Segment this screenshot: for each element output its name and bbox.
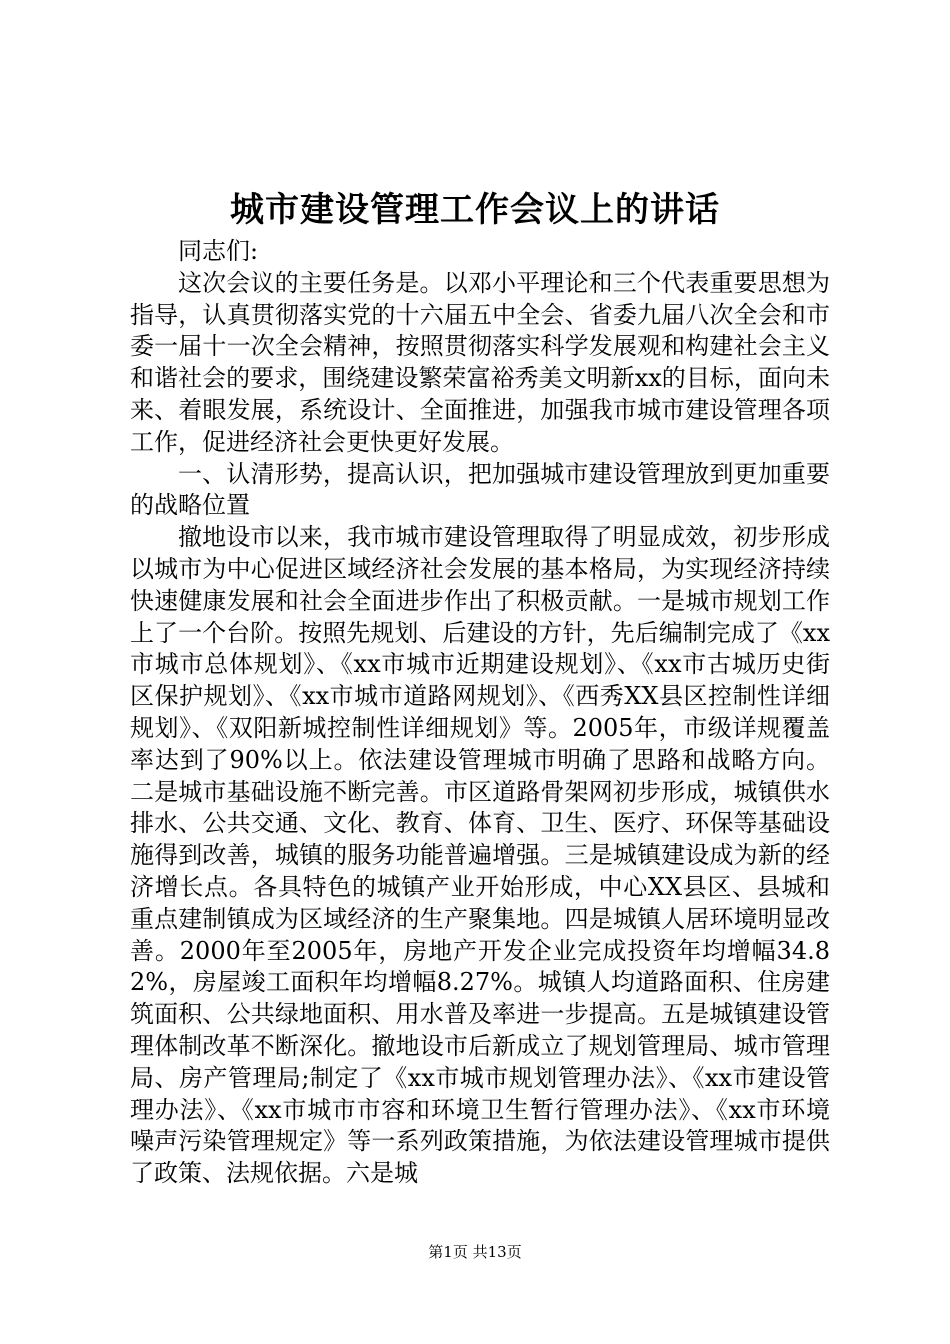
document-body (130, 236, 830, 1190)
page-footer: 第1页 共13页 (428, 1243, 522, 1261)
document-title: 城市建设管理工作会议上的讲话 (230, 190, 720, 230)
salutation-paragraph: 同志们: (178, 237, 259, 265)
section-heading: 一、认清形势，提高认识，把加强城市建设管理放到更加重要的战略位置 (130, 459, 830, 520)
body-paragraph: 撤地设市以来，我市城市建设管理取得了明显成效，初步形成以城市为中心促进区域经济社会发展的基本格局，为实现经济持续快速健康发展和社会全面进步作出了积极贡献。一是城市规划工作上了一个台阶。按照先规划、后建设的方针，先后编制完成了《xx市城市总体规划》、《xx市城市近期建设规划》、《xx市古城历史街区保护规划》、《xx市城市道路网规划》、《西秀XX县区控制性详细规划》、《双阳新城控制性详细规划》等。2005年，市级详规覆盖率达到了90%以上。依法建设管理城市明确了思路和战略方向。二是城市基础设施不断完善。市区道路骨架网初步形成，城镇供水排水、公共交通、文化、教育、体育、卫生、医疗、环保等基础设施得到改善，城镇的服务功能普遍增强。三是城镇建设成为新的经济增长点。各具特色的城镇产业开始形成，中心XX县区、县城和重点建制镇成为区域经济的生产聚集地。四是城镇人居环境明显改善。2000年至2005年，房地产开发企业完成投资年均增幅34.82%，房屋竣工面积年均增幅8.27%。城镇人均道路面积、住房建筑面积、公共绿地面积、用水普及率进一步提高。五是城镇建设管理体制改革不断深化。撤地设市后新成立了规划管理局、城市管理局、房产管理局;制定了《xx市城市规划管理办法》、《xx市建设管理办法》、《xx市城市市容和环境卫生暂行管理办法》、《xx市环境噪声污染管理规定》等一系列政策措施，为依法建设管理城市提供了政策、法规依据。六是城 (130, 523, 830, 1188)
intro-paragraph: 这次会议的主要任务是。以邓小平理论和三个代表重要思想为指导，认真贯彻落实党的十六届五中全会、省委九届八次全会和市委一届十一次全会精神，按照贯彻落实科学发展观和构建社会主义和谐社会的要求，围绕建设繁荣富裕秀美文明新xx的目标，面向未来、着眼发展，系统设计、全面推进，加强我市城市建设管理各项工作，促进经济社会更快更好发展。 (130, 268, 830, 456)
